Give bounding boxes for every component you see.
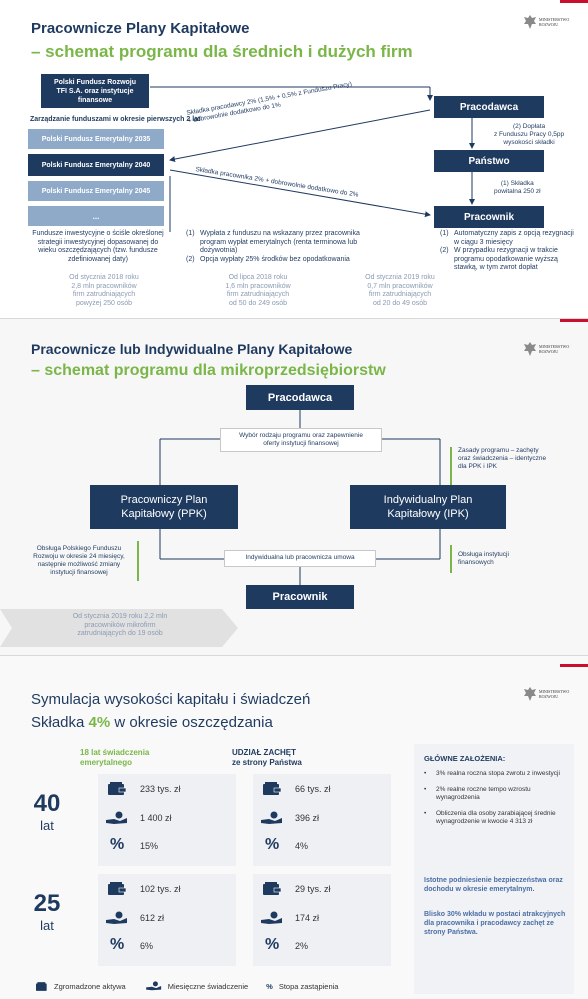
replacement-value: 15% xyxy=(140,841,159,851)
replacement-value: 2% xyxy=(295,941,309,951)
employee-box: Pracownik xyxy=(434,206,544,228)
percent-icon: % xyxy=(110,936,125,953)
employee-list: (1) Automatyczny zapis z opcją rezygnacji w ciągu 3 miesięcy (2) W przypadku rezygnacji w trakcie programu opodatkowanie wyższą stawką, w tym zwrot dopłat xyxy=(440,230,580,273)
ipk-service-note: Obsługa instytucji finansowych xyxy=(458,551,509,566)
assumption-item: 2% realne roczne tempo wzrostu wynagrodzenia xyxy=(436,786,531,801)
phase-2019-jan: Od stycznia 2019 roku 0,7 mln pracowników firm zatrudniających od 20 do 49 osób xyxy=(365,274,435,307)
fund-2045: Polski Fundusz Emerytalny 2045 xyxy=(28,181,164,201)
assets-value: 102 tys. zł xyxy=(140,884,181,894)
benefit-value: 396 zł xyxy=(295,813,320,823)
assets-value: 66 tys. zł xyxy=(295,784,331,794)
col1-header: 18 lat świadczenia emerytalnego xyxy=(80,748,150,767)
payout-item-1: Wypłata z funduszu na wskazany przez pracownika program wypłat emerytalnych (renta terminowa lub dożywotnia) xyxy=(200,230,360,254)
fund-2040: Polski Fundusz Emerytalny 2040 xyxy=(28,154,164,176)
assets-value: 29 tys. zł xyxy=(295,884,331,894)
slide-ppk-large-firms xyxy=(0,0,588,318)
assumption-item: Obliczenia dla osoby zarabiającej średnie wynagrodzenie w kwocie 4 313 zł xyxy=(436,810,556,825)
slide-capital-simulation xyxy=(0,656,588,999)
slide3-subtitle: Składka 4% w okresie oszczędzania xyxy=(31,714,273,731)
hand-coin-icon xyxy=(146,981,162,991)
management-text: Zarządzanie funduszami w okresie pierwszych 2 lat xyxy=(30,116,201,123)
slide1-title: Pracownicze Plany Kapitałowe xyxy=(31,20,250,37)
replacement-value: 4% xyxy=(295,841,309,851)
ministry-logo xyxy=(523,684,570,706)
logo-text: MINISTERSTWO ROZWOJU xyxy=(539,344,570,354)
state-subsidy: (2) Dopłata z Funduszu Pracy 0,5pp wysokości składki xyxy=(494,123,565,146)
benefit-value: 174 zł xyxy=(295,913,320,923)
note-incentives: Blisko 30% wkładu w postaci atrakcyjnych dla pracownika i pracodawcy zachęt ze strony Państwa. xyxy=(424,911,566,936)
employee-item-1: Automatyczny zapis z opcją rezygnacji w ciągu 3 miesięcy xyxy=(454,230,574,246)
employee-contribution: Składka pracownika 2% + dobrowolnie dodatkowo do 2% xyxy=(194,166,359,199)
phase-2018-jul: Od lipca 2018 roku 1,6 mln pracowników firm zatrudniających od 50 do 249 osób xyxy=(225,274,291,307)
rules-note: Zasady programu – zachęty oraz świadczenia – identyczne dla PPK i IPK xyxy=(458,447,547,470)
legend-benefit: Miesięczne świadczenie xyxy=(167,981,249,991)
percent-icon: % xyxy=(266,981,273,991)
micro-employee-box: Pracownik xyxy=(246,585,354,609)
note-security: Istotne podniesienie bezpieczeństwa oraz dochodu w okresie emerytalnym. xyxy=(424,877,563,893)
col2-header: UDZIAŁ ZACHĘT ze strony Państwa xyxy=(232,748,302,767)
hand-coin-icon xyxy=(261,811,283,830)
percent-icon: % xyxy=(265,936,280,953)
hand-coin-icon xyxy=(106,911,128,930)
ppk-service-note: Obsługa Polskiego Funduszu Rozwoju w okresie 24 miesięcy, następnie możliwość zmiany instytucji finansowej xyxy=(33,545,125,576)
fund-more: ... xyxy=(28,206,164,226)
slide2-title: Pracownicze lub Indywidualne Plany Kapitałowe xyxy=(31,341,353,357)
legend-assets: Zgromadzone aktywa xyxy=(54,981,126,991)
replacement-value: 6% xyxy=(140,941,154,951)
wallet-icon xyxy=(263,882,281,900)
assumptions-list: • 3% realna roczna stopa zwrotu z inwestycji • 2% realne roczne tempo wzrostu wynagrodzenia • Obliczenia dla osoby zarabiającej średnie wynagrodzenie w kwocie 4 313 zł xyxy=(424,770,564,826)
slide1-subtitle: – schemat programu dla średnich i dużych firm xyxy=(31,42,413,61)
wallet-icon xyxy=(108,782,126,800)
benefit-value: 1 400 zł xyxy=(140,813,172,823)
ppk-box: Pracowniczy Plan Kapitałowy (PPK) xyxy=(90,485,238,529)
state-box: Państwo xyxy=(434,150,544,172)
micro-employer-box: Pracodawca xyxy=(246,385,354,410)
legend xyxy=(36,981,338,991)
eagle-icon xyxy=(523,686,537,702)
payout-item-2: Opcja wypłaty 25% środków bez opodatkowania xyxy=(200,255,350,263)
row-40-label: 40 lat xyxy=(33,790,61,833)
percent-icon: % xyxy=(110,836,125,853)
percent-icon: % xyxy=(265,836,280,853)
pfr-box: Polski Fundusz Rozwoju TFI S.A. oraz instytucje finansowe xyxy=(41,74,149,108)
payout-list: (1) Wypłata z funduszu na wskazany przez pracownika program wypłat emerytalnych (renta terminowa lub dożywotnia) (2) Opcja wypłaty 25% środków bez opodatkowania xyxy=(186,230,376,264)
welcome-fee: (1) Składka powitalna 250 zł xyxy=(494,180,541,195)
phase-2018-jan: Od stycznia 2018 roku 2,8 mln pracowników firm zatrudniających powyżej 250 osób xyxy=(69,274,139,307)
fund-2035: Polski Fundusz Emerytalny 2035 xyxy=(28,129,164,149)
hand-coin-icon xyxy=(106,811,128,830)
red-accent xyxy=(560,664,588,667)
hand-coin-icon xyxy=(261,911,283,930)
logo-text: MINISTERSTWO ROZWOJU xyxy=(539,689,570,699)
ipk-box: Indywidualny Plan Kapitałowy (IPK) xyxy=(350,485,506,529)
choice-box: Wybór rodzaju programu oraz zapewnienie oferty instytucji finansowej xyxy=(220,428,382,452)
slide3-title: Symulacja wysokości kapitału i świadczeń xyxy=(31,691,311,708)
assumption-item: 3% realna roczna stopa zwrotu z inwestycji xyxy=(436,770,560,777)
slide-ppk-ipk-micro xyxy=(0,319,588,655)
row-25-label: 25 lat xyxy=(33,890,61,933)
employer-contribution: Składka pracodawcy 2% (1,5% + 0,5% z Funduszu Pracy) + dobrowolnie dodatkowo do 1% xyxy=(186,80,353,125)
wallet-icon xyxy=(263,782,281,800)
assumptions-header: GŁÓWNE ZAŁOŻENIA: xyxy=(424,754,506,763)
wallet-icon xyxy=(108,882,126,900)
slide2-subtitle: – schemat programu dla mikroprzedsiębiorstw xyxy=(31,362,386,379)
benefit-value: 612 zł xyxy=(140,913,165,923)
legend-replacement: Stopa zastąpienia xyxy=(278,981,339,991)
employee-item-2: W przypadku rezygnacji w trakcie programu opodatkowanie wyższą stawką, w tym zwrot dopłat xyxy=(454,247,558,271)
funds-description: Fundusze inwestycyjne o ściśle określonej strategii inwestycyjnej dopasowanej do wieku oszczędzających (tzw. fundusze zdefiniowanej daty) xyxy=(32,230,164,263)
employer-box: Pracodawca xyxy=(434,96,544,118)
logo-text: MINISTERSTWO ROZWOJU xyxy=(539,17,570,27)
assets-value: 233 tys. zł xyxy=(140,784,181,794)
micro-phase: Od stycznia 2019 roku 2,2 mln pracowników mikrofirm zatrudniających do 19 osób xyxy=(72,613,168,637)
wallet-icon xyxy=(36,982,48,991)
agreement-box: Indywidualna lub pracownicza umowa xyxy=(224,550,376,567)
